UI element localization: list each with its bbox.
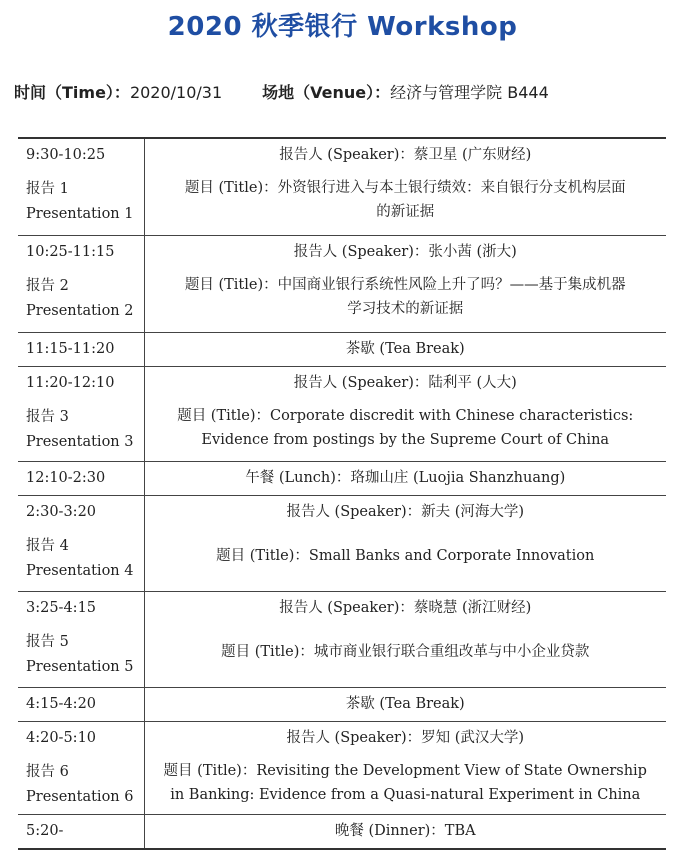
- session-time: 12:10-2:30: [26, 469, 106, 486]
- session-time: 9:30-10:25: [26, 147, 106, 163]
- presentation-number-cn: 报告 3: [26, 408, 69, 425]
- session-time-cell: [18, 461, 144, 495]
- session-time: 11:20-12:10: [26, 374, 115, 391]
- session-time-cell: [18, 814, 144, 849]
- break-event: 茶歇 (Tea Break): [345, 696, 465, 712]
- speaker: 报告人 (Speaker)：张小茜 (浙大): [293, 243, 517, 260]
- session-time: 5:20-: [26, 822, 64, 839]
- session-time: 4:20-5:10: [26, 729, 97, 746]
- session-time: 4:15-4:20: [26, 695, 97, 712]
- session-content-cell: [144, 495, 666, 591]
- page-title: 2020 秋季银行 Workshop: [167, 12, 518, 42]
- speaker: 报告人 (Speaker)：新夫 (河海大学): [286, 503, 525, 520]
- presentation-number-cn: 报告 4: [26, 537, 69, 554]
- talk-title-line-2: in Banking: Evidence from a Quasi-natural Experiment in China: [170, 786, 641, 803]
- schedule-table: [18, 137, 666, 850]
- table-row: [18, 495, 666, 591]
- session-time: 3:25-4:15: [26, 599, 97, 616]
- session-time-cell: [18, 495, 144, 591]
- presentation-number-cn: 报告 5: [26, 633, 69, 650]
- talk-title-line-2: Evidence from postings by the Supreme Court of China: [201, 431, 610, 448]
- session-time: 2:30-3:20: [26, 503, 97, 520]
- session-time-cell: [18, 138, 144, 235]
- session-time-cell: [18, 721, 144, 814]
- talk-title-line-2: 学习技术的新证据: [347, 300, 464, 317]
- speaker: 报告人 (Speaker)：蔡卫星 (广东财经): [279, 147, 532, 163]
- presentation-number-en: Presentation 2: [26, 302, 134, 319]
- presentation-number-en: Presentation 1: [26, 206, 134, 222]
- talk-title-line-1: 题目 (Title)：Corporate discredit with Chinese characteristics:: [177, 407, 634, 424]
- session-time: 11:15-11:20: [26, 340, 115, 357]
- table-row: [18, 687, 666, 721]
- event-meta: [14, 80, 674, 103]
- venue-label: 场地（Venue）：: [262, 83, 391, 102]
- table-row: [18, 138, 666, 235]
- venue-value: 经济与管理学院 B444: [390, 83, 549, 102]
- session-time-cell: [18, 687, 144, 721]
- table-row: [18, 332, 666, 366]
- table-row: [18, 461, 666, 495]
- table-row: [18, 235, 666, 332]
- presentation-number-en: Presentation 5: [26, 658, 134, 675]
- presentation-number-cn: 报告 1: [26, 181, 69, 197]
- talk-title-line-2: 的新证据: [376, 204, 435, 220]
- time-value: 2020/10/31: [129, 83, 223, 102]
- speaker: 报告人 (Speaker)：蔡晓慧 (浙江财经): [279, 599, 532, 616]
- presentation-number-en: Presentation 3: [26, 433, 134, 450]
- talk-title-line-1: 题目 (Title)：中国商业银行系统性风险上升了吗？——基于集成机器: [184, 276, 626, 293]
- session-content-cell: [144, 138, 666, 235]
- session-content-cell: [144, 366, 666, 461]
- session-content-cell: [144, 235, 666, 332]
- table-row: [18, 721, 666, 814]
- speaker: 报告人 (Speaker)：陆利平 (人大): [293, 374, 517, 391]
- talk-title-line-1: 题目 (Title)：Small Banks and Corporate Innovation: [216, 547, 595, 564]
- session-time-cell: [18, 591, 144, 687]
- session-time-cell: [18, 332, 144, 366]
- session-time-cell: [18, 366, 144, 461]
- talk-title-line-1: 题目 (Title)：外资银行进入与本土银行绩效：来自银行分支机构层面: [184, 180, 626, 196]
- session-time: 10:25-11:15: [26, 243, 115, 260]
- dinner-event: 晚餐 (Dinner)：TBA: [334, 823, 476, 839]
- presentation-number-cn: 报告 6: [26, 763, 69, 780]
- table-row: [18, 366, 666, 461]
- session-content-cell: [144, 721, 666, 814]
- lunch-event: 午餐 (Lunch)：珞珈山庄 (Luojia Shanzhuang): [245, 470, 566, 486]
- speaker: 报告人 (Speaker)：罗知 (武汉大学): [286, 729, 525, 746]
- presentation-number-en: Presentation 4: [26, 562, 134, 579]
- time-label: 时间（Time）：: [14, 83, 130, 102]
- session-content-cell: [144, 591, 666, 687]
- table-row: [18, 814, 666, 849]
- presentation-number-cn: 报告 2: [26, 277, 69, 294]
- session-time-cell: [18, 235, 144, 332]
- presentation-number-en: Presentation 6: [26, 788, 134, 805]
- break-event: 茶歇 (Tea Break): [345, 341, 465, 357]
- talk-title-line-1: 题目 (Title)：Revisiting the Development View of State Ownership: [163, 762, 647, 779]
- table-row: [18, 591, 666, 687]
- talk-title-line-1: 题目 (Title)：城市商业银行联合重组改革与中小企业贷款: [221, 643, 590, 660]
